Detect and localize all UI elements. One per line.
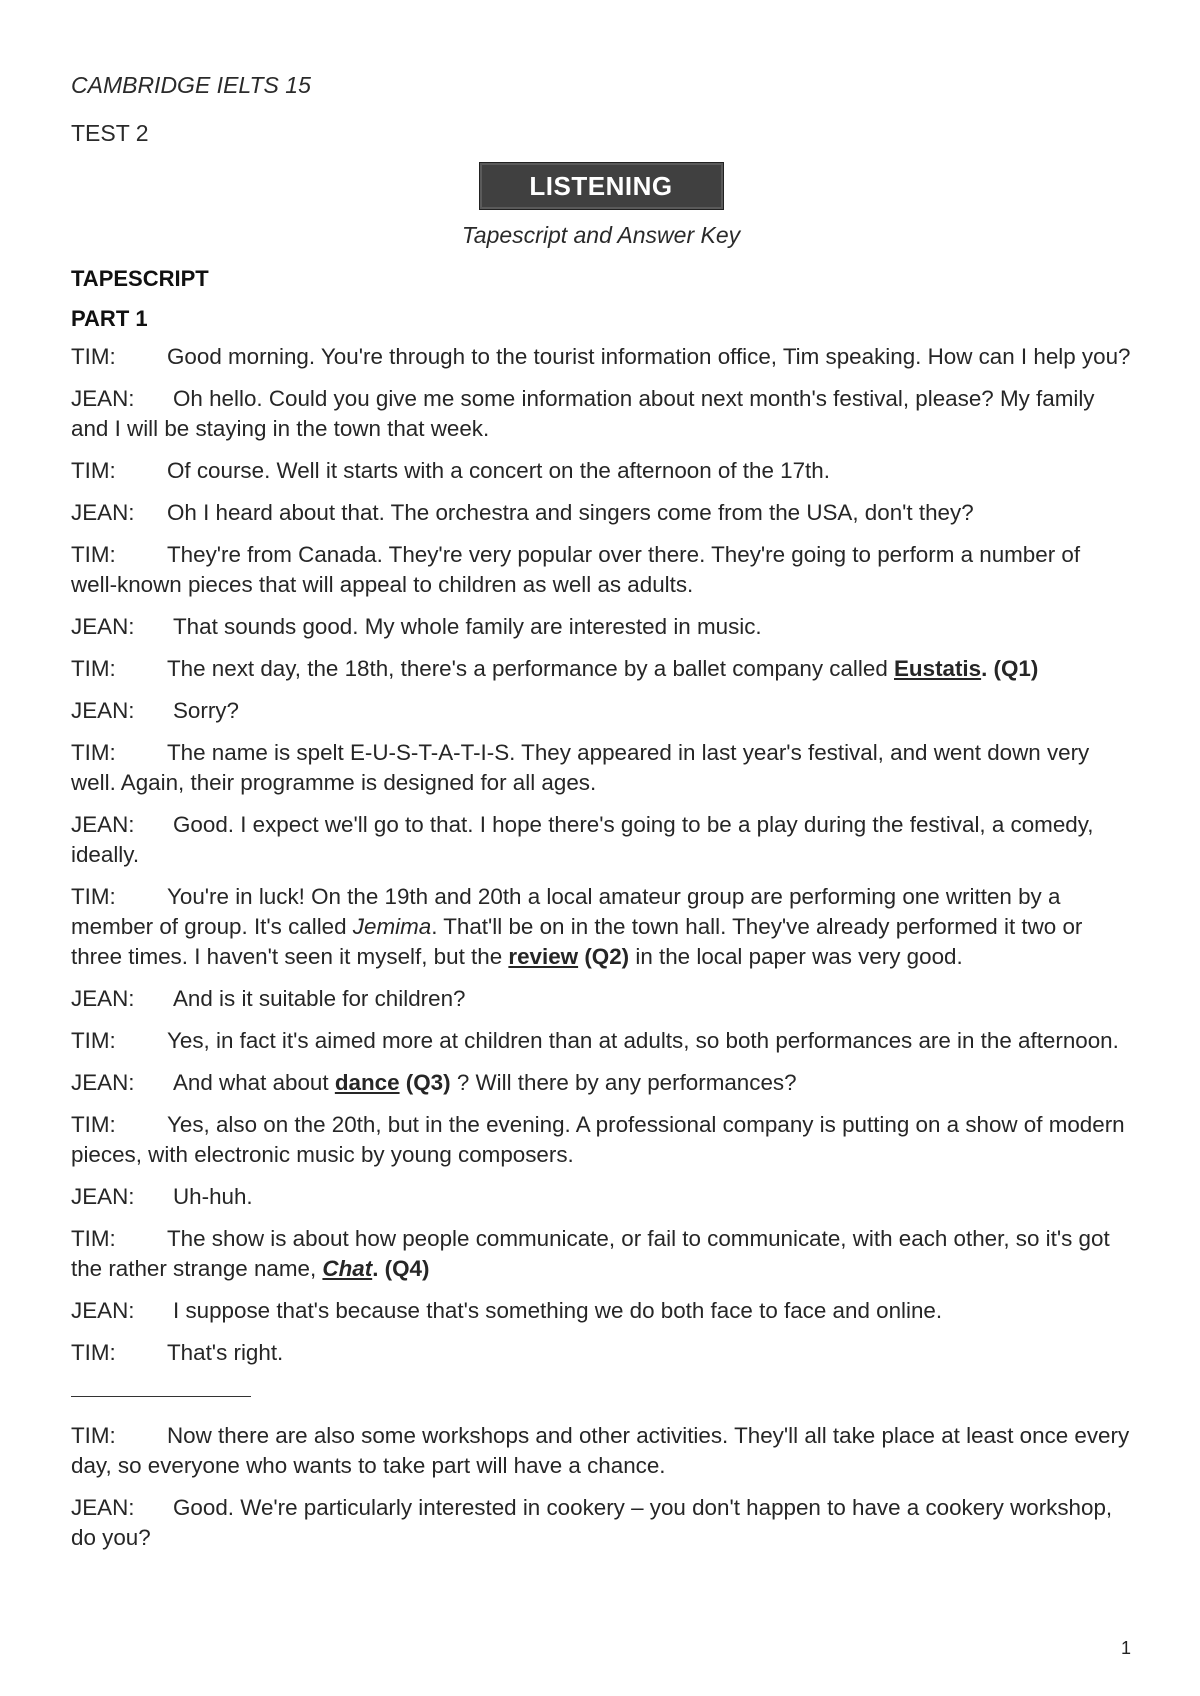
question-marker: (Q3) [405,1070,451,1095]
speaker-label: JEAN: [71,1495,135,1520]
dialogue-line [71,654,1131,684]
dialogue-text: Of course. Well it starts with a concert on the afternoon of the 17th. [167,458,830,483]
part-heading: PART 1 [71,306,148,331]
dialogue-text: Oh hello. Could you give me some information about next month's festival, please? My family and I will be staying in the town that week. [71,386,1095,441]
dialogue-text: And what about [173,1070,335,1095]
speaker-label: JEAN: [71,1184,135,1209]
dialogue-text: I suppose that's because that's something we do both face to face and online. [173,1298,943,1323]
dialogue-text: The show is about how people communicate, or fail to communicate, with each other, so it's got the rather strange name, [71,1226,1110,1281]
series-title: CAMBRIDGE IELTS 15 [71,72,311,98]
answer-q3: dance [334,1070,400,1095]
dialogue-text: Good. I expect we'll go to that. I hope there's going to be a play during the festival, a comedy, ideally. [71,812,1094,867]
speaker-label: TIM: [71,1112,116,1137]
speaker-label: JEAN: [71,698,135,723]
dialogue-line [71,1224,1131,1284]
question-marker: . (Q4) [372,1256,430,1281]
dialogue-text: That's right. [167,1340,284,1365]
speaker-label: TIM: [71,1423,116,1448]
dialogue-line [71,1110,1131,1170]
speaker-label: JEAN: [71,812,135,837]
question-marker: . (Q1) [981,656,1039,681]
dialogue-line [71,498,1131,528]
dialogue-text: Good. We're particularly interested in cookery – you don't happen to have a cookery workshop, do you? [71,1495,1113,1550]
dialogue-text: Sorry? [173,698,239,723]
dialogue-text: Uh-huh. [173,1184,253,1209]
page-number: 1 [1121,1638,1132,1658]
speaker-label: JEAN: [71,1298,135,1323]
dialogue-line [71,342,1131,372]
speaker-label: TIM: [71,344,116,369]
section-divider [71,1396,251,1397]
answer-q4: Chat [322,1256,373,1281]
section-badge-wrap [71,162,1131,210]
question-marker: (Q2) [584,944,630,969]
speaker-label: JEAN: [71,500,135,525]
answer-q2: review [508,944,579,969]
dialogue-line [71,1296,1131,1326]
dialogue-line [71,1182,1131,1212]
dialogue-line [71,738,1131,798]
dialogue-text: The next day, the 18th, there's a performance by a ballet company called [167,656,894,681]
dialogue-line [71,1421,1131,1481]
dialogue-line [71,612,1131,642]
dialogue-text: Yes, in fact it's aimed more at children than at adults, so both performances are in the afternoon. [167,1028,1119,1053]
speaker-label: JEAN: [71,986,135,1011]
speaker-label: TIM: [71,656,116,681]
speaker-label: TIM: [71,884,116,909]
dialogue-line [71,984,1131,1014]
dialogue-line [71,1026,1131,1056]
dialogue-line [71,540,1131,600]
dialogue-text: Oh I heard about that. The orchestra and singers come from the USA, don't they? [167,500,974,525]
dialogue-text: They're from Canada. They're very popular over there. They're going to perform a number of well-known pieces that will appeal to children as well as adults. [71,542,1081,597]
dialogue-text: That sounds good. My whole family are interested in music. [173,614,762,639]
speaker-label: TIM: [71,1226,116,1251]
tapescript-heading: TAPESCRIPT [71,266,209,291]
play-title: Jemima [352,914,432,939]
section-badge: LISTENING [479,162,724,210]
speaker-label: TIM: [71,1028,116,1053]
document-subtitle: Tapescript and Answer Key [461,222,741,248]
dialogue-text: The name is spelt E-U-S-T-A-T-I-S. They appeared in last year's festival, and went down very well. Again, their programme is designed for all ages. [71,740,1090,795]
dialogue-line [71,1493,1131,1553]
dialogue-line [71,456,1131,486]
dialogue-text: Yes, also on the 20th, but in the evening. A professional company is putting on a show of modern pieces, with electronic music by young composers. [71,1112,1125,1167]
speaker-label: TIM: [71,458,116,483]
dialogue-text: Good morning. You're through to the tourist information office, Tim speaking. How can I help you? [167,344,1131,369]
dialogue-text: And is it suitable for children? [173,986,466,1011]
speaker-label: JEAN: [71,614,135,639]
answer-q1: Eustatis [894,656,982,681]
dialogue-line [71,1338,1131,1368]
dialogue-line [71,882,1131,972]
speaker-label: TIM: [71,542,116,567]
document-page [71,70,1131,1565]
dialogue-text: . That'll be on in the town hall. They've already performed it two or three times. I haven't seen it myself, but the [71,914,1083,969]
dialogue-text: ? Will there by any performances? [450,1070,797,1095]
speaker-label: JEAN: [71,1070,135,1095]
speaker-label: JEAN: [71,386,135,411]
dialogue-line [71,384,1131,444]
test-label: TEST 2 [71,120,149,146]
speaker-label: TIM: [71,740,116,765]
speaker-label: TIM: [71,1340,116,1365]
dialogue-text: in the local paper was very good. [629,944,963,969]
dialogue-text: You're in luck! On the 19th and 20th a local amateur group are performing one written by a member of group. It's called [71,884,1061,939]
dialogue-text: Now there are also some workshops and other activities. They'll all take place at least once every day, so everyone who wants to take part will have a chance. [71,1423,1130,1478]
dialogue-line [71,810,1131,870]
dialogue-line [71,1068,1131,1098]
dialogue-line [71,696,1131,726]
